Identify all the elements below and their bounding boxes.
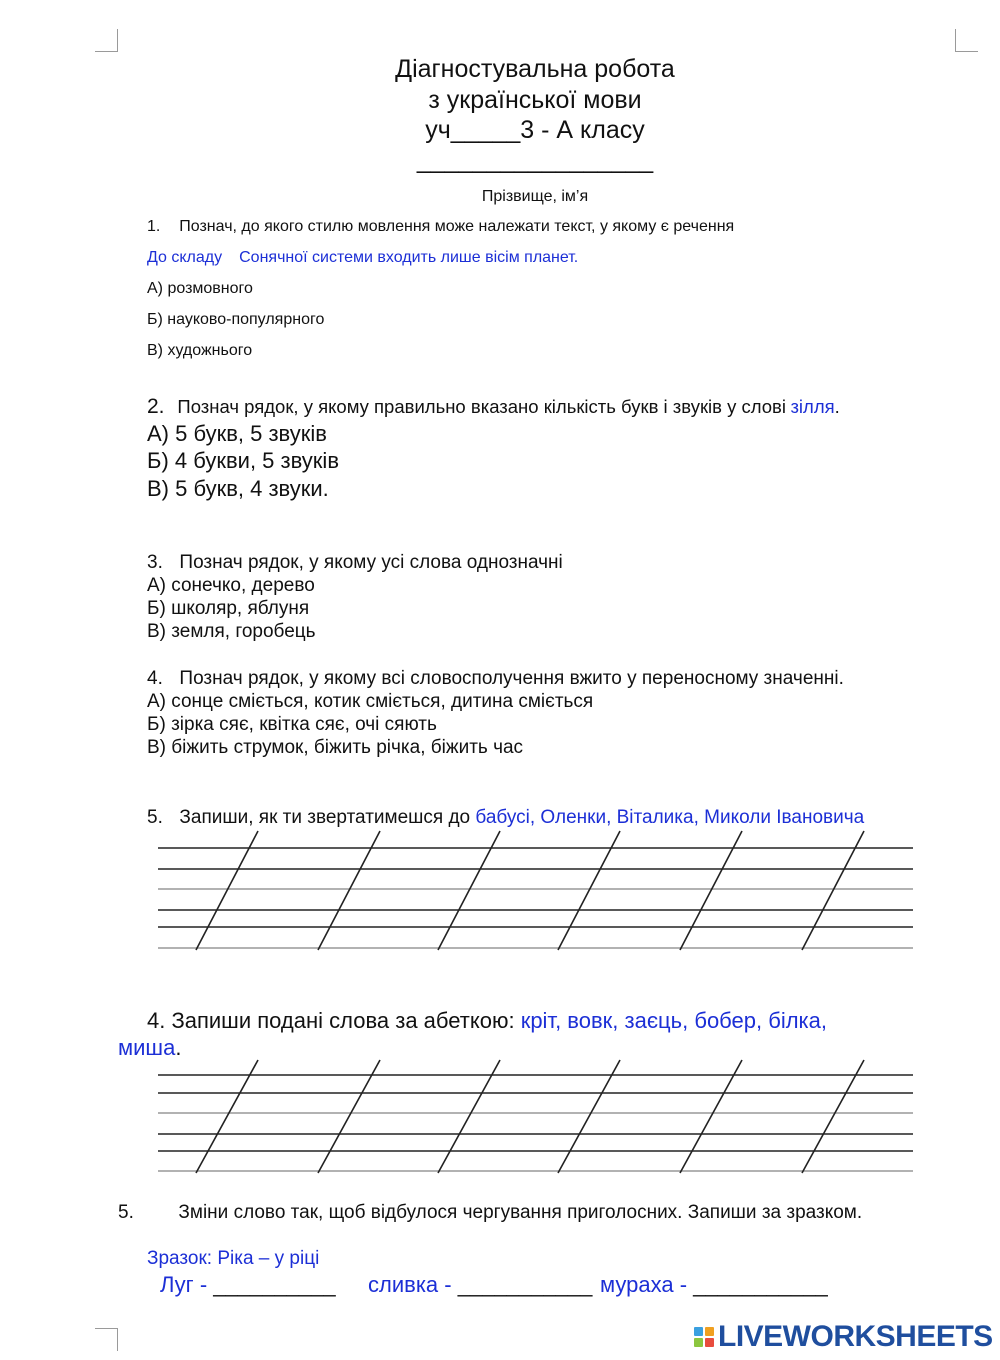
q7-example: Зразок: Ріка – у ріці [147, 1248, 320, 1269]
q7-item-3-label: мураха - [600, 1272, 688, 1297]
corner-mark-top-right [955, 29, 978, 52]
q7-item-1-blank[interactable]: __________ [213, 1272, 336, 1297]
q5-text: Запиши, як ти звертатимешся до [179, 807, 471, 828]
title-line-2: з української мови [428, 86, 642, 114]
q1-sentence [147, 249, 578, 267]
name-line: _________________ [416, 146, 654, 174]
title-line-3: уч_____3 - А класу [425, 116, 645, 144]
q1-sentence-part1: До складу [147, 249, 223, 266]
q7-number: 5. [118, 1202, 134, 1223]
writing-lines-2[interactable] [0, 1055, 1000, 1185]
q3-text: Познач рядок, у якому усі слова однозначні [179, 552, 563, 573]
q2-word: зілля [790, 396, 835, 417]
q3-number: 3. [147, 552, 163, 573]
q2-option-a[interactable]: А) 5 букв, 5 звуків [147, 421, 327, 446]
q7-item-3 [600, 1272, 828, 1298]
q2-text: Познач рядок, у якому правильно вказано кількість букв і звуків у слові [177, 396, 786, 417]
q3-question [147, 552, 563, 574]
q4-option-a[interactable]: А) сонце сміється, котик сміється, дитина сміється [147, 691, 594, 712]
q7-item-2-blank[interactable]: ___________ [457, 1272, 593, 1297]
q1-text: Познач, до якого стилю мовлення може належати текст, у якому є речення [179, 218, 735, 235]
q7-question [118, 1202, 862, 1224]
q7-item-1-label: Луг - [160, 1272, 208, 1297]
q7-text: Зміни слово так, щоб відбулося чергування приголосних. Запиши за зразком. [178, 1202, 863, 1223]
q5-question [147, 807, 864, 829]
q3-option-b[interactable]: Б) школяр, яблуня [147, 598, 310, 619]
q7-item-1 [160, 1272, 336, 1298]
q6-question [147, 1008, 827, 1034]
q5-number: 5. [147, 807, 163, 828]
q3-option-a[interactable]: А) сонечко, дерево [147, 575, 315, 596]
q2-question [147, 395, 840, 419]
q4-number: 4. [147, 668, 163, 689]
name-caption: Прізвище, ім’я [481, 188, 589, 205]
q3-option-c[interactable]: В) земля, горобець [147, 621, 316, 642]
q6-words-line2: миша [118, 1035, 176, 1060]
q7-item-2-label: сливка - [368, 1272, 452, 1297]
q1-option-a[interactable]: А) розмовного [147, 280, 253, 297]
q1-sentence-part2: Сонячної системи входить лише вісім планет. [239, 249, 579, 266]
logo-squares-icon [694, 1327, 714, 1347]
q2-period: . [834, 396, 840, 417]
writing-lines-1[interactable] [0, 828, 1000, 958]
q2-option-c[interactable]: В) 5 букв, 4 звуки. [147, 476, 329, 501]
corner-mark-bottom-left [95, 1328, 118, 1351]
liveworksheets-logo [694, 1320, 993, 1354]
q4-option-b[interactable]: Б) зірка сяє, квітка сяє, очі сяють [147, 714, 437, 735]
title-line-1: Діагностувальна робота [395, 55, 675, 83]
q4-question [147, 668, 844, 690]
q5-names: бабусі, Оленки, Віталика, Миколи Івановича [475, 807, 865, 828]
q2-number: 2. [147, 395, 165, 418]
q4-text: Познач рядок, у якому всі словосполучення вжито у переносному значенні. [179, 668, 844, 689]
q4-option-c[interactable]: В) біжить струмок, біжить річка, біжить час [147, 737, 524, 758]
q2-option-b[interactable]: Б) 4 букви, 5 звуків [147, 448, 340, 473]
corner-mark-top-left [95, 29, 118, 52]
q6-period: . [175, 1035, 182, 1060]
logo-text: LIVEWORKSHEETS [718, 1320, 993, 1353]
q7-item-2 [368, 1272, 592, 1298]
q7-item-3-blank[interactable]: ___________ [693, 1272, 828, 1297]
q1-question [147, 218, 734, 236]
q1-option-b[interactable]: Б) науково-популярного [147, 311, 325, 328]
q6-text: 4. Запиши подані слова за абеткою: [147, 1008, 515, 1033]
q1-option-c[interactable]: В) художнього [147, 342, 253, 359]
q6-words-line1: кріт, вовк, заєць, бобер, білка, [520, 1008, 828, 1033]
q1-number: 1. [147, 218, 161, 235]
